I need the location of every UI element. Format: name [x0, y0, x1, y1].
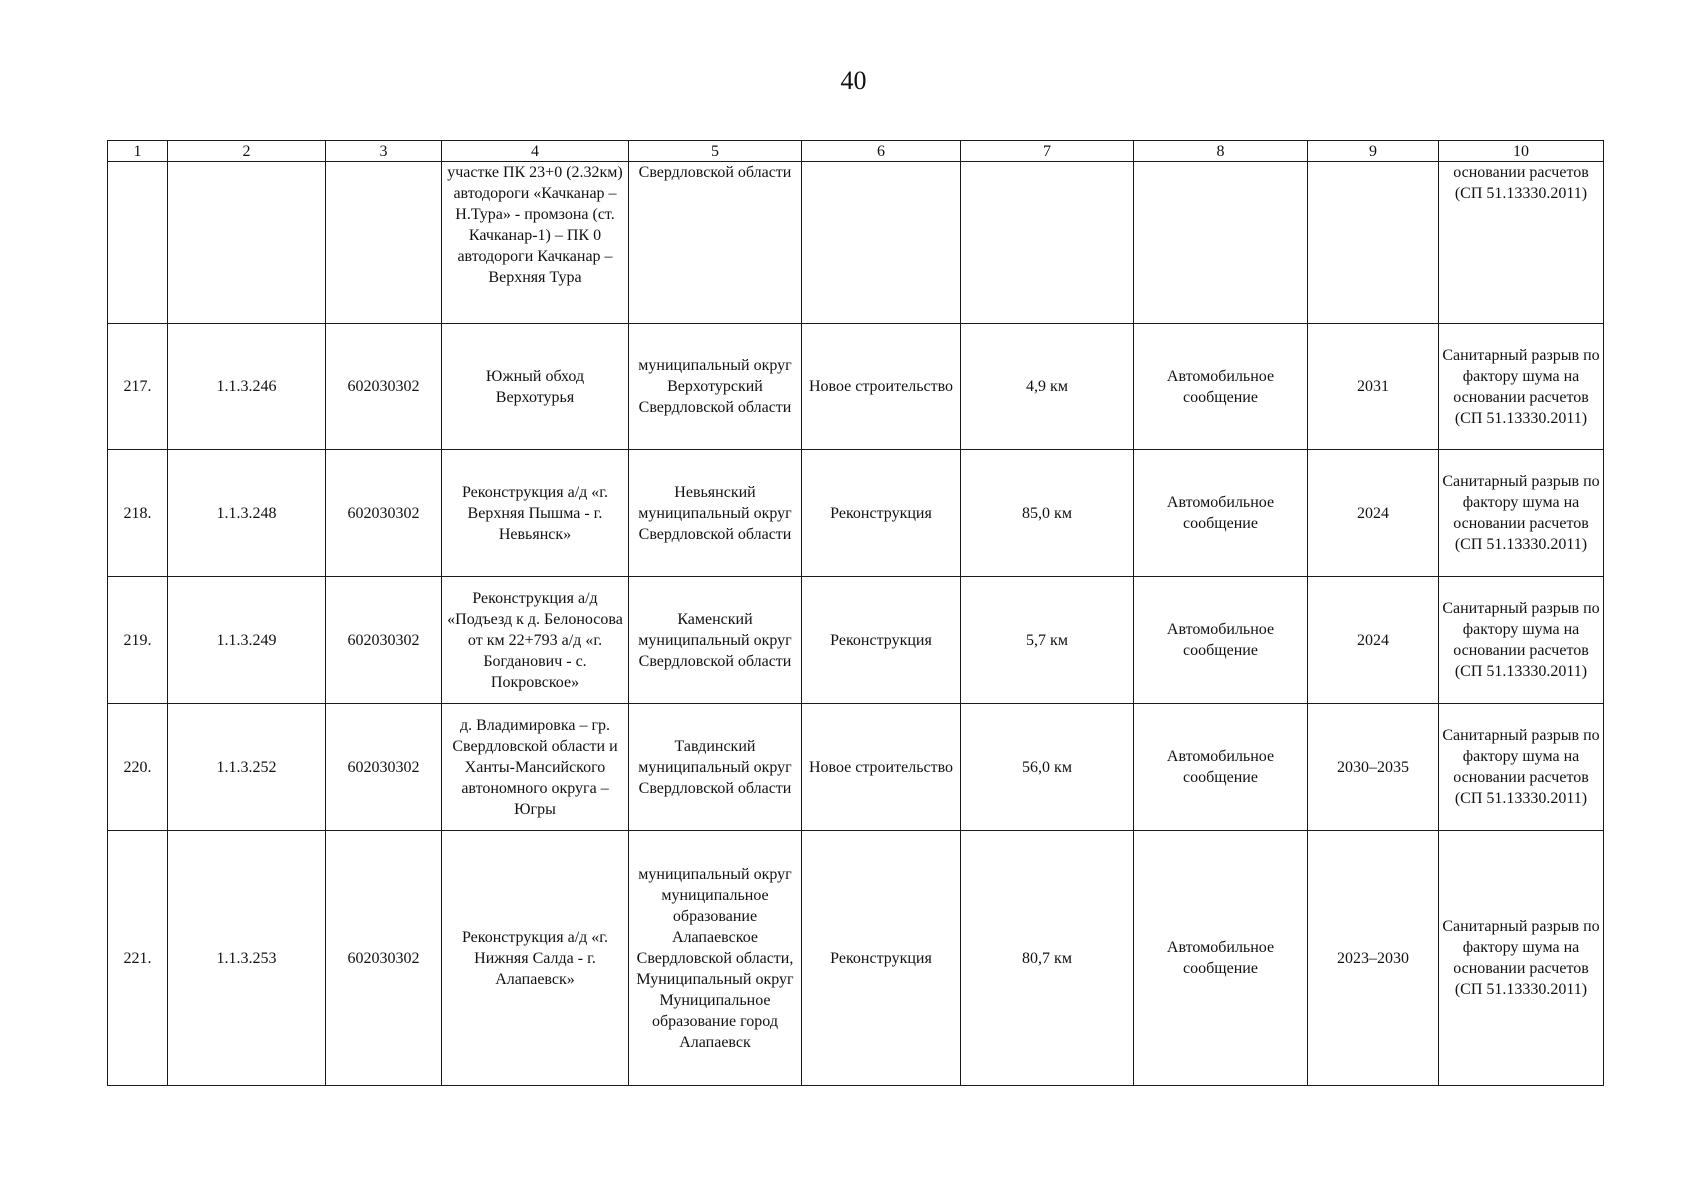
cell-location: Свердловской области	[629, 162, 802, 324]
cell-purpose: Автомобильное сообщение	[1134, 831, 1308, 1086]
table-row	[108, 450, 1604, 577]
column-header: 9	[1308, 141, 1439, 162]
column-header: 5	[629, 141, 802, 162]
table-row-continuation	[108, 162, 1604, 324]
cell-code: 1.1.3.249	[168, 577, 326, 704]
column-header: 2	[168, 141, 326, 162]
column-header: 4	[442, 141, 629, 162]
cell-location: Тавдинский муниципальный округ Свердловской области	[629, 704, 802, 831]
cell-object-name: Реконструкция а/д «г. Нижняя Салда - г. Алапаевск»	[442, 831, 629, 1086]
cell-length: 4,9 км	[961, 324, 1134, 450]
cell-object-name: д. Владимировка – гр. Свердловской области и Ханты-Мансийского автономного округа – Югры	[442, 704, 629, 831]
cell-purpose: Автомобильное сообщение	[1134, 324, 1308, 450]
table-row	[108, 704, 1604, 831]
cell-zone: Санитарный разрыв по фактору шума на основании расчетов (СП 51.13330.2011)	[1439, 324, 1604, 450]
cell-row-number: 221.	[108, 831, 168, 1086]
cell-row-number: 220.	[108, 704, 168, 831]
cell-zone: Санитарный разрыв по фактору шума на основании расчетов (СП 51.13330.2011)	[1439, 577, 1604, 704]
cell-work-type	[802, 162, 961, 324]
cell-location: муниципальный округ муниципальное образование Алапаевское Свердловской области, Муниципальный округ Муниципальное образование город Алапаевск	[629, 831, 802, 1086]
cell-purpose: Автомобильное сообщение	[1134, 704, 1308, 831]
cell-length: 85,0 км	[961, 450, 1134, 577]
cell-code: 1.1.3.248	[168, 450, 326, 577]
cell-purpose: Автомобильное сообщение	[1134, 577, 1308, 704]
cell-year: 2023–2030	[1308, 831, 1439, 1086]
page-number: 40	[840, 66, 867, 95]
cell-classifier: 602030302	[326, 324, 442, 450]
column-header: 10	[1439, 141, 1604, 162]
cell-work-type: Реконструкция	[802, 450, 961, 577]
cell-classifier: 602030302	[326, 450, 442, 577]
cell-work-type: Новое строительство	[802, 704, 961, 831]
column-header: 3	[326, 141, 442, 162]
data-table	[107, 140, 1604, 1086]
cell-zone: основании расчетов (СП 51.13330.2011)	[1439, 162, 1604, 324]
cell-work-type: Реконструкция	[802, 831, 961, 1086]
cell-year	[1308, 162, 1439, 324]
cell-classifier: 602030302	[326, 577, 442, 704]
cell-zone: Санитарный разрыв по фактору шума на основании расчетов (СП 51.13330.2011)	[1439, 450, 1604, 577]
cell-year: 2030–2035	[1308, 704, 1439, 831]
cell-object-name: участке ПК 23+0 (2.32км) автодороги «Качканар – Н.Тура» - промзона (ст. Качканар-1) – ПК 0 автодороги Качканар – Верхняя Тура	[442, 162, 629, 324]
cell-location: Каменский муниципальный округ Свердловской области	[629, 577, 802, 704]
column-header: 8	[1134, 141, 1308, 162]
column-number-row	[108, 141, 1604, 162]
cell-year: 2024	[1308, 577, 1439, 704]
cell-location: муниципальный округ Верхотурский Свердловской области	[629, 324, 802, 450]
cell-length: 56,0 км	[961, 704, 1134, 831]
cell-object-name: Реконструкция а/д «г. Верхняя Пышма - г. Невьянск»	[442, 450, 629, 577]
cell-code	[168, 162, 326, 324]
cell-row-number: 219.	[108, 577, 168, 704]
cell-code: 1.1.3.252	[168, 704, 326, 831]
column-header: 6	[802, 141, 961, 162]
cell-length: 5,7 км	[961, 577, 1134, 704]
cell-object-name: Реконструкция а/д «Подъезд к д. Белоносова от км 22+793 а/д «г. Богданович - с. Покровское»	[442, 577, 629, 704]
cell-zone: Санитарный разрыв по фактору шума на основании расчетов (СП 51.13330.2011)	[1439, 704, 1604, 831]
cell-classifier: 602030302	[326, 831, 442, 1086]
table-row	[108, 324, 1604, 450]
cell-classifier	[326, 162, 442, 324]
cell-code: 1.1.3.246	[168, 324, 326, 450]
cell-code: 1.1.3.253	[168, 831, 326, 1086]
column-header: 7	[961, 141, 1134, 162]
cell-work-type: Реконструкция	[802, 577, 961, 704]
cell-zone: Санитарный разрыв по фактору шума на основании расчетов (СП 51.13330.2011)	[1439, 831, 1604, 1086]
cell-length	[961, 162, 1134, 324]
cell-object-name: Южный обход Верхотурья	[442, 324, 629, 450]
cell-work-type: Новое строительство	[802, 324, 961, 450]
cell-year: 2031	[1308, 324, 1439, 450]
cell-location: Невьянский муниципальный округ Свердловской области	[629, 450, 802, 577]
cell-purpose: Автомобильное сообщение	[1134, 450, 1308, 577]
cell-row-number	[108, 162, 168, 324]
cell-row-number: 218.	[108, 450, 168, 577]
cell-row-number: 217.	[108, 324, 168, 450]
cell-year: 2024	[1308, 450, 1439, 577]
table-row	[108, 577, 1604, 704]
cell-classifier: 602030302	[326, 704, 442, 831]
table-row	[108, 831, 1604, 1086]
cell-purpose	[1134, 162, 1308, 324]
cell-length: 80,7 км	[961, 831, 1134, 1086]
column-header: 1	[108, 141, 168, 162]
